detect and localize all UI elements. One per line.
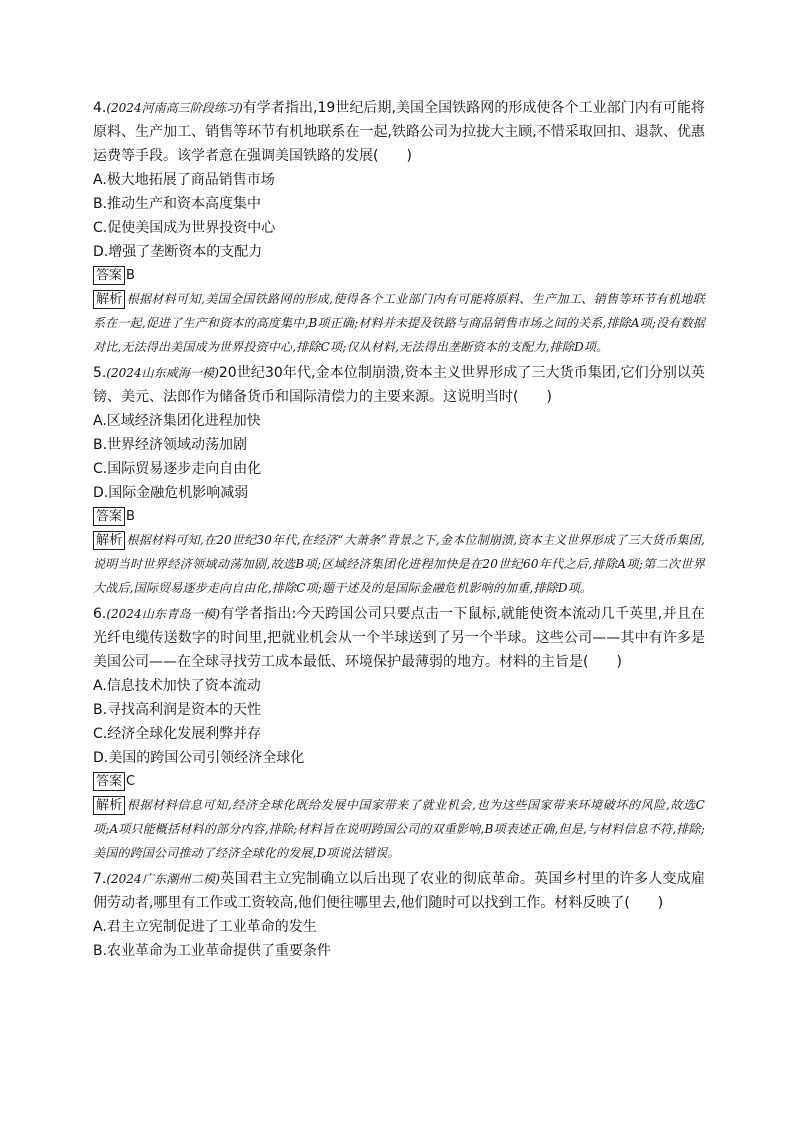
question-number: 4. bbox=[93, 100, 107, 116]
answer-tag: 答案 bbox=[93, 266, 125, 285]
option-b: B.推动生产和资本高度集中 bbox=[93, 196, 262, 212]
answer-tag: 答案 bbox=[93, 772, 125, 791]
option-a: A.信息技术加快了资本流动 bbox=[93, 678, 261, 694]
question-text: 20世纪30年代,金本位制崩溃,资本主义世界形成了三大货币集团,它们分别以英镑、美元、法郎作为储备货币和国际清偿力的主要来源。这说明当时( ) bbox=[93, 365, 705, 405]
answer-value: B bbox=[126, 268, 135, 283]
option-c: C.促使美国成为世界投资中心 bbox=[93, 220, 276, 236]
question-7 bbox=[93, 867, 705, 963]
question-5 bbox=[93, 361, 705, 600]
answer-row bbox=[93, 506, 705, 528]
question-number: 6. bbox=[93, 606, 107, 622]
answer-value: C bbox=[126, 774, 136, 789]
answer-row bbox=[93, 265, 705, 287]
explanation-text: 根据材料信息可知,经济全球化既给发展中国家带来了就业机会,也为这些国家带来环境破坏的风险,故选C项;A项只能概括材料的部分内容,排除;材料旨在说明跨国公司的双重影响,B项表述正确,但是,与材料信息不符,排除;美国的跨国公司推动了经济全球化的发展,D项说法错误。 bbox=[93, 798, 705, 860]
question-source: (2024广东潮州二模) bbox=[106, 872, 221, 886]
option-d: D.增强了垄断资本的支配力 bbox=[93, 244, 263, 260]
answer-value: B bbox=[126, 509, 135, 524]
explanation bbox=[93, 793, 705, 865]
explanation-text: 根据材料可知,在20世纪30年代,在经济“大萧条”背景之下,金本位制崩溃,资本主义世界形成了三大货币集团,说明当时世界经济领域动荡加剧,故选B项;区域经济集团化进程加快是在20世纪60年代之后,排除A项;第二次世界大战后,国际贸易逐步走向自由化,排除C项;题干述及的是国际金融危机影响的加重,排除D项。 bbox=[93, 533, 705, 595]
question-stem bbox=[93, 96, 705, 168]
question-text: 有学者指出,19世纪后期,美国全国铁路网的形成使各个工业部门内有可能将原料、生产加工、销售等环节有机地联系在一起,铁路公司为拉拢大主顾,不惜采取回扣、退款、优惠运费等手段。该学者意在强调美国铁路的发展( ) bbox=[93, 100, 705, 164]
option-b: B.世界经济领域动荡加剧 bbox=[93, 437, 248, 453]
question-6 bbox=[93, 602, 705, 865]
option-b: B.农业革命为工业革命提供了重要条件 bbox=[93, 943, 332, 959]
answer-row bbox=[93, 771, 705, 793]
explanation-tag: 解析 bbox=[93, 531, 125, 550]
question-source: (2024河南高三阶段练习) bbox=[106, 101, 243, 115]
page bbox=[93, 96, 705, 965]
question-stem bbox=[93, 867, 705, 915]
option-b: B.寻找高利润是资本的天性 bbox=[93, 702, 262, 718]
option-d: D.国际金融危机影响减弱 bbox=[93, 485, 249, 501]
question-stem bbox=[93, 602, 705, 674]
option-c: C.国际贸易逐步走向自由化 bbox=[93, 461, 262, 477]
explanation-text: 根据材料可知,美国全国铁路网的形成,使得各个工业部门内有可能将原料、生产加工、销售等环节有机地联系在一起,促进了生产和资本的高度集中,B项正确;材料并未提及铁路与商品销售市场之间的关系,排除A项;没有数据对比,无法得出美国成为世界投资中心,排除C项;仅从材料,无法得出垄断资本的支配力,排除D项。 bbox=[93, 292, 705, 354]
explanation bbox=[93, 528, 705, 600]
option-c: C.经济全球化发展利弊并存 bbox=[93, 726, 262, 742]
question-stem bbox=[93, 361, 705, 409]
explanation bbox=[93, 287, 705, 359]
question-text: 英国君主立宪制确立以后出现了农业的彻底革命。英国乡村里的许多人变成雇佣劳动者,哪里有工作或工资较高,他们便往哪里去,他们随时可以找到工作。材料反映了( ) bbox=[93, 871, 706, 911]
option-a: A.君主立宪制促进了工业革命的发生 bbox=[93, 919, 317, 935]
option-d: D.美国的跨国公司引领经济全球化 bbox=[93, 750, 305, 766]
question-number: 7. bbox=[93, 871, 107, 887]
explanation-tag: 解析 bbox=[93, 796, 125, 815]
question-4 bbox=[93, 96, 705, 359]
answer-tag: 答案 bbox=[93, 507, 125, 526]
question-number: 5. bbox=[93, 365, 107, 381]
question-text: 有学者指出:今天跨国公司只要点击一下鼠标,就能使资本流动几千英里,并且在光纤电缆传送数字的时间里,把就业机会从一个半球送到了另一个半球。这些公司——其中有许多是美国公司——在全球寻找劳工成本最低、环境保护最薄弱的地方。材料的主旨是( ) bbox=[93, 606, 705, 670]
option-a: A.区域经济集团化进程加快 bbox=[93, 413, 261, 429]
question-source: (2024山东青岛一模) bbox=[106, 607, 221, 621]
option-a: A.极大地拓展了商品销售市场 bbox=[93, 172, 275, 188]
question-source: (2024山东威海一模) bbox=[106, 366, 219, 380]
explanation-tag: 解析 bbox=[93, 290, 125, 309]
